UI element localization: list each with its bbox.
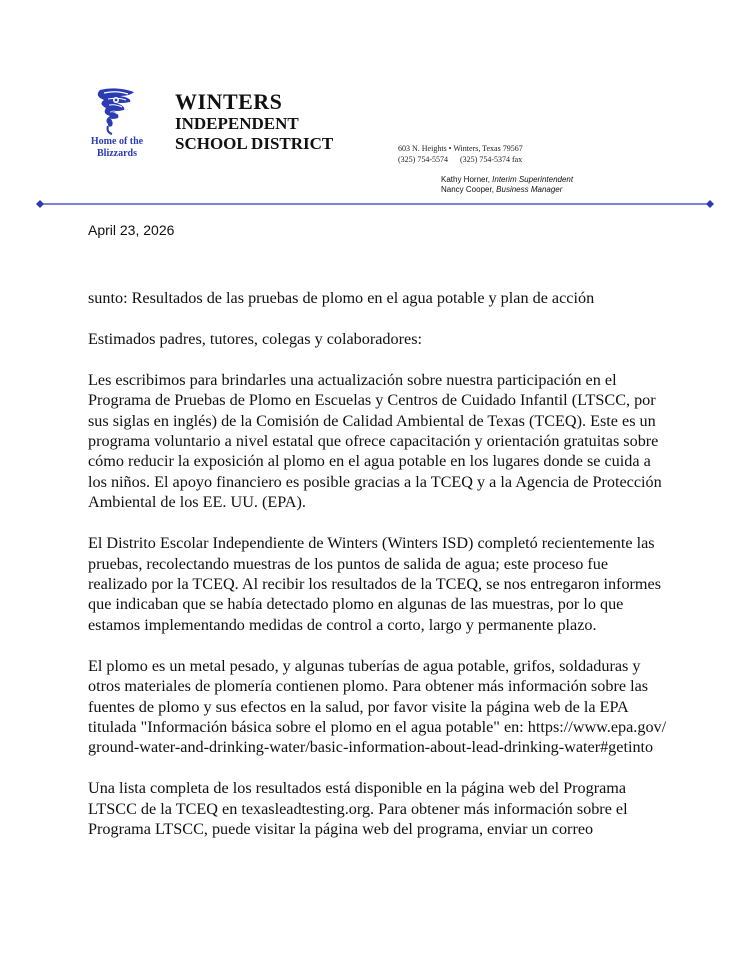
- district-name-line1: WINTERS: [175, 89, 283, 114]
- phone-number: (325) 754-5574: [398, 155, 448, 164]
- tornado-mascot-icon: [90, 84, 142, 136]
- district-name-line2: INDEPENDENT: [175, 114, 299, 133]
- letter-body: [88, 288, 668, 860]
- contact-numbers: [398, 154, 534, 165]
- street-address: 603 N. Heights • Winters, Texas 79567: [398, 144, 523, 153]
- staff-list: [441, 175, 573, 195]
- staff-business-manager: Nancy Cooper, Business Manager: [441, 185, 563, 194]
- district-name-line3: SCHOOL DISTRICT: [175, 134, 334, 153]
- letter-greeting: Estimados padres, tutores, colegas y colaboradores:: [88, 329, 422, 348]
- letter-paragraph-2: El Distrito Escolar Independiente de Winters (Winters ISD) completó recientemente las pruebas, recolectando muestras de los puntos de salida de agua; este proceso fue realizado por la TCEQ. Al recibir los resultados de la TCEQ, se nos entregaron informes que indicaban que se había detectado plomo en algunas de las muestras, por lo que estamos implementando medidas de control a corto, largo y permanente plazo.: [88, 534, 662, 634]
- paragraph-3-text: El plomo es un metal pesado, y algunas tuberías de agua potable, grifos, soldaduras y otros materiales de plomería contienen plomo. Para obtener más información sobre las fuentes de plomo y sus efectos en la salud, por favor visite la página web de la EPA titulada "Información básica sobre el plomo en el agua potable" en:: [88, 656, 649, 736]
- letter-date: April 23, 2026: [88, 222, 175, 238]
- district-logo: [86, 84, 148, 164]
- district-name: [175, 90, 333, 154]
- letter-paragraph-4: Una lista completa de los resultados está disponible en la página web del Programa LTSCC de la TCEQ en texasleadtesting.org. Para obtener más información sobre el Programa LTSCC, puede visitar la página web del programa, enviar un correo: [88, 779, 628, 839]
- letter-paragraph-1: Les escribimos para brindarles una actualización sobre nuestra participación en el Programa de Pruebas de Plomo en Escuelas y Centros de Cuidado Infantil (LTSCC, por sus siglas en inglés) de la Comisión de Calidad Ambiental de Texas (TCEQ). Este es un programa voluntario a nivel estatal que ofrece capacitación y orientación gratuitas sobre cómo reducir la exposición al plomo en el agua potable en los lugares donde se cuida a los niños. El apoyo financiero es posible gracias a la TCEQ y a la Agencia de Protección Ambiental de los EE. UU. (EPA).: [88, 370, 662, 512]
- fax-number: (325) 754-5374 fax: [460, 155, 523, 164]
- letter-subject: sunto: Resultados de las pruebas de plomo en el agua potable y plan de acción: [88, 289, 595, 307]
- epa-link[interactable]: https://www.epa.gov/ground-water-and-drinking-water/basic-information-about-lead-drinking-water#getinto: [88, 717, 667, 757]
- district-address: [398, 143, 534, 165]
- staff-superintendent: Kathy Horner, Interim Superintendent: [441, 175, 574, 184]
- letterhead-divider: [36, 198, 714, 210]
- logo-caption: Home of the Blizzards: [90, 136, 144, 159]
- letter-paragraph-3: [88, 656, 668, 758]
